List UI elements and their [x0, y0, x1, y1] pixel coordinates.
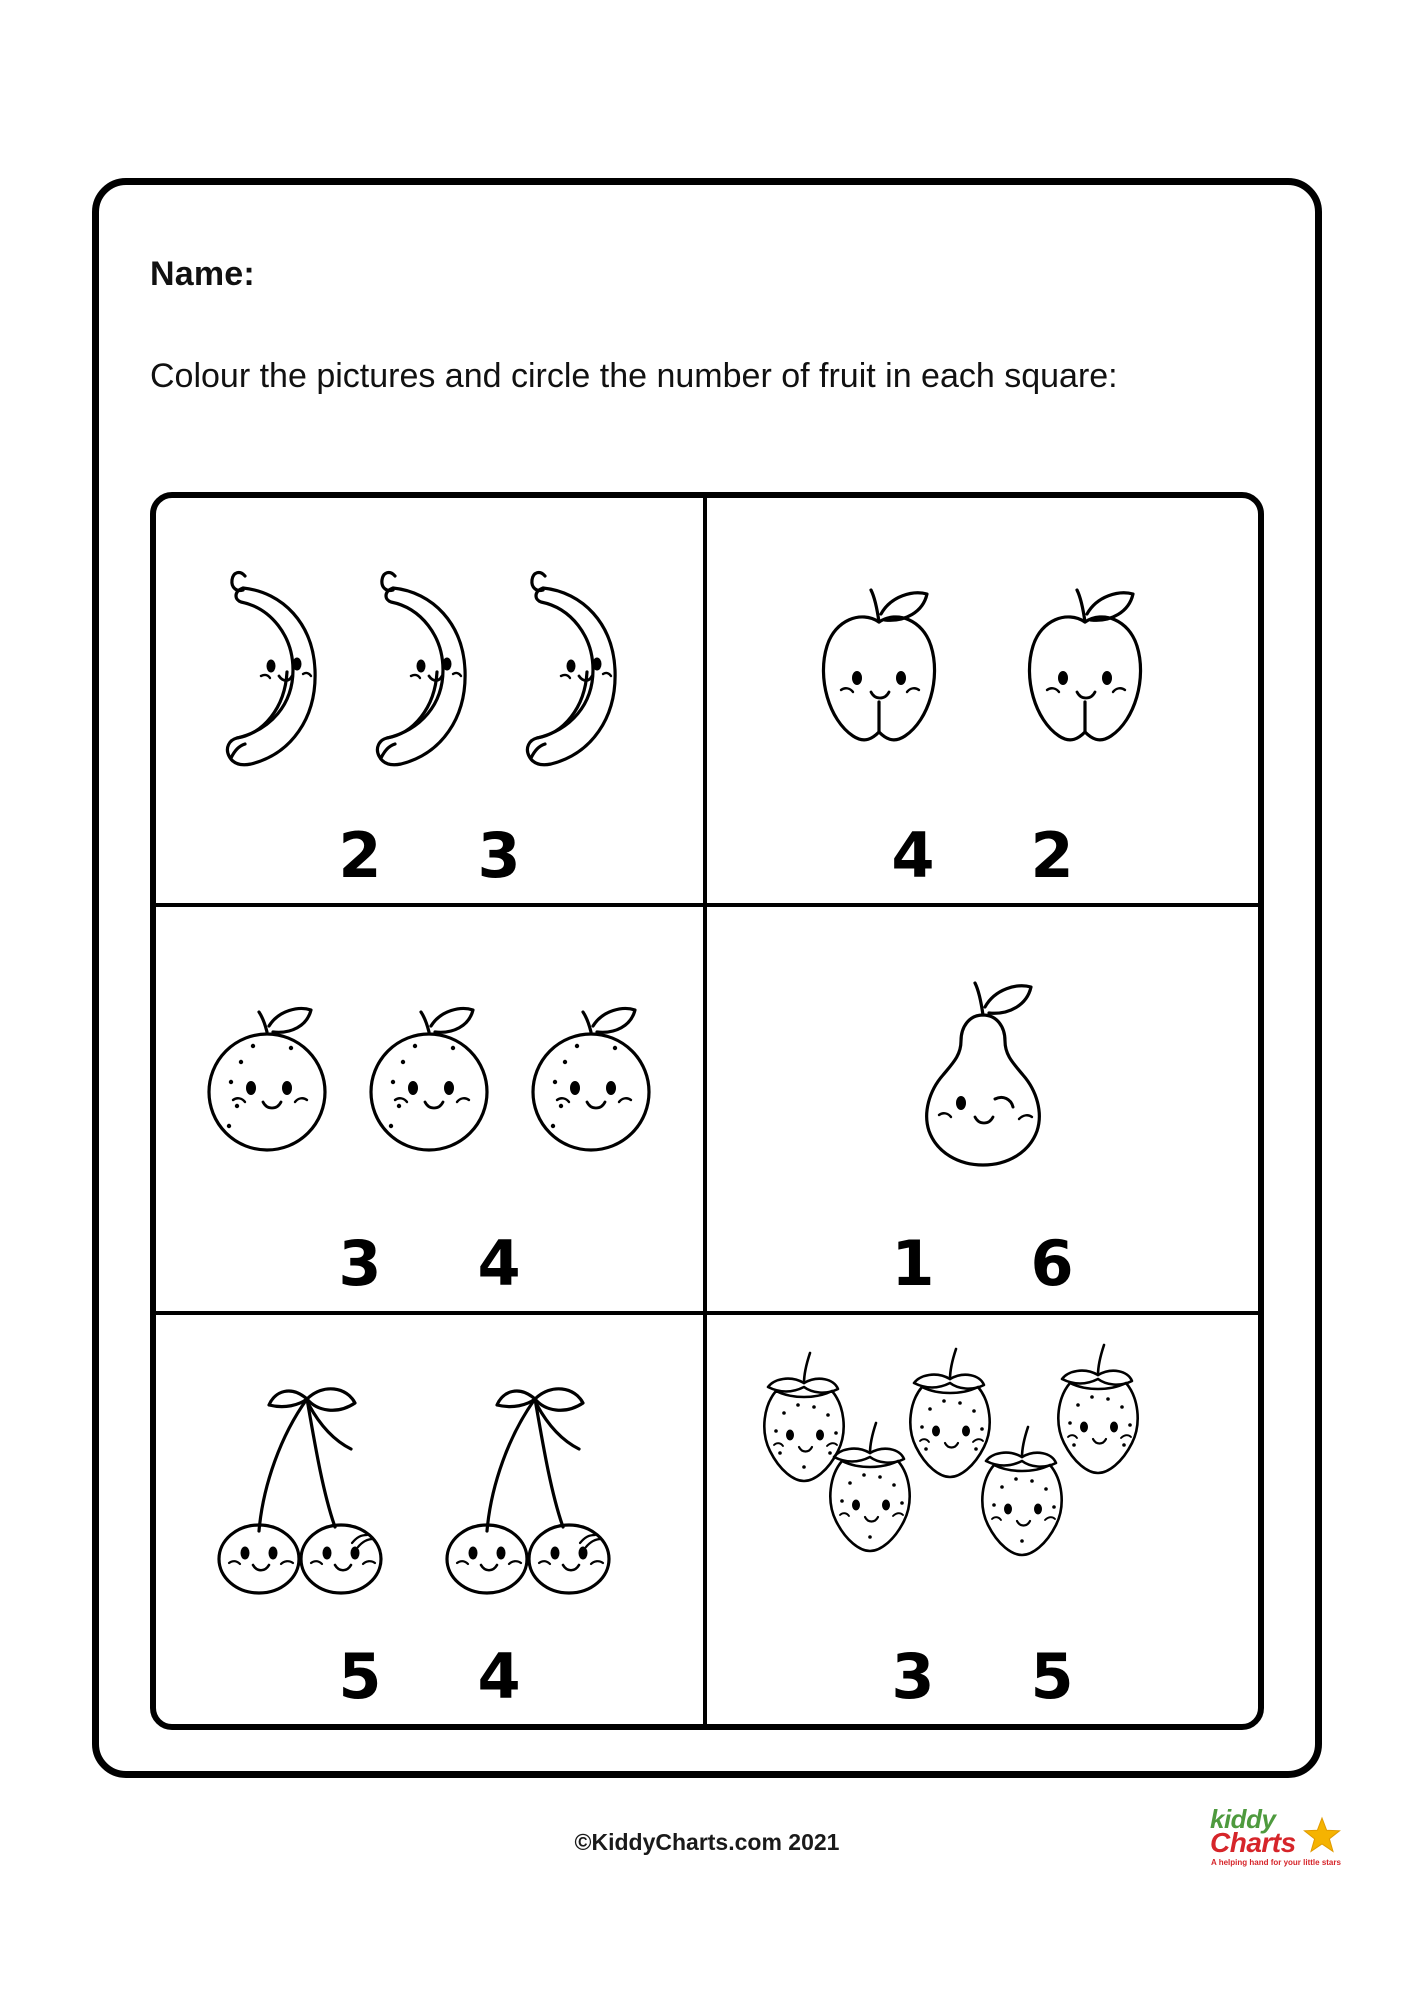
orange-icon: [193, 984, 343, 1174]
answer-choice[interactable]: 5: [338, 1639, 382, 1713]
answer-choice[interactable]: 4: [477, 1227, 521, 1301]
strawberry-icon: [1058, 1345, 1137, 1473]
footer-credit: ©KiddyCharts.com 2021: [574, 1829, 840, 1855]
apple-icon: [795, 570, 965, 770]
star-icon: [1302, 1816, 1342, 1856]
orange-icon: [517, 984, 667, 1174]
strawberry-icon: [982, 1427, 1061, 1555]
pear-icon: [883, 971, 1083, 1186]
cherries-icon: [211, 1375, 421, 1605]
answer-choices-cherries: [338, 1639, 521, 1713]
banana-icon: [355, 558, 505, 783]
banana-icon: [205, 558, 355, 783]
answer-choices-pear: [891, 1227, 1074, 1301]
answer-choices-banana: [338, 818, 521, 892]
logo-text-kiddy: kiddy: [1210, 1804, 1276, 1834]
orange-icon: [355, 984, 505, 1174]
instructions-text: Colour the pictures and circle the number of fruit in each square:: [150, 357, 1118, 395]
fruit-group-strawberry: [707, 1321, 1258, 1652]
answer-choice[interactable]: 6: [1030, 1227, 1074, 1301]
answer-choices-orange: [338, 1227, 521, 1301]
apple-icon: [1001, 570, 1171, 770]
banana-icon: [505, 558, 655, 783]
fruit-group-pear: [707, 913, 1258, 1240]
answer-choices-apple: [891, 818, 1074, 892]
kiddycharts-logo[interactable]: [1210, 1800, 1360, 1876]
answer-choice[interactable]: 3: [338, 1227, 382, 1301]
answer-choice[interactable]: 1: [891, 1227, 935, 1301]
answer-choice[interactable]: 3: [477, 818, 521, 892]
answer-choice[interactable]: 2: [338, 818, 382, 892]
answer-choice[interactable]: 2: [1030, 818, 1074, 892]
answer-choices-strawberry: [891, 1639, 1074, 1713]
fruit-grid: [150, 492, 1264, 1730]
fruit-group-apple: [707, 504, 1258, 831]
cherries-icon: [439, 1375, 649, 1605]
answer-choice[interactable]: 5: [1030, 1639, 1074, 1713]
logo-text-charts: Charts: [1210, 1827, 1296, 1858]
fruit-group-cherries: [156, 1321, 703, 1652]
strawberry-cluster: [718, 1327, 1248, 1567]
grid-cell-strawberry: [707, 1315, 1258, 1724]
fruit-group-orange: [156, 913, 703, 1240]
grid-cell-apple: [707, 498, 1258, 907]
grid-cell-banana: [156, 498, 707, 907]
answer-choice[interactable]: 4: [477, 1639, 521, 1713]
strawberry-icon: [764, 1353, 843, 1481]
answer-choice[interactable]: 3: [891, 1639, 935, 1713]
logo-tagline: A helping hand for your little stars: [1211, 1858, 1341, 1867]
strawberry-icon: [910, 1349, 989, 1477]
answer-choice[interactable]: 4: [891, 818, 935, 892]
grid-cell-pear: [707, 907, 1258, 1316]
grid-cell-cherries: [156, 1315, 707, 1724]
grid-cell-orange: [156, 907, 707, 1316]
fruit-group-banana: [156, 504, 703, 831]
name-label: Name:: [150, 255, 255, 293]
